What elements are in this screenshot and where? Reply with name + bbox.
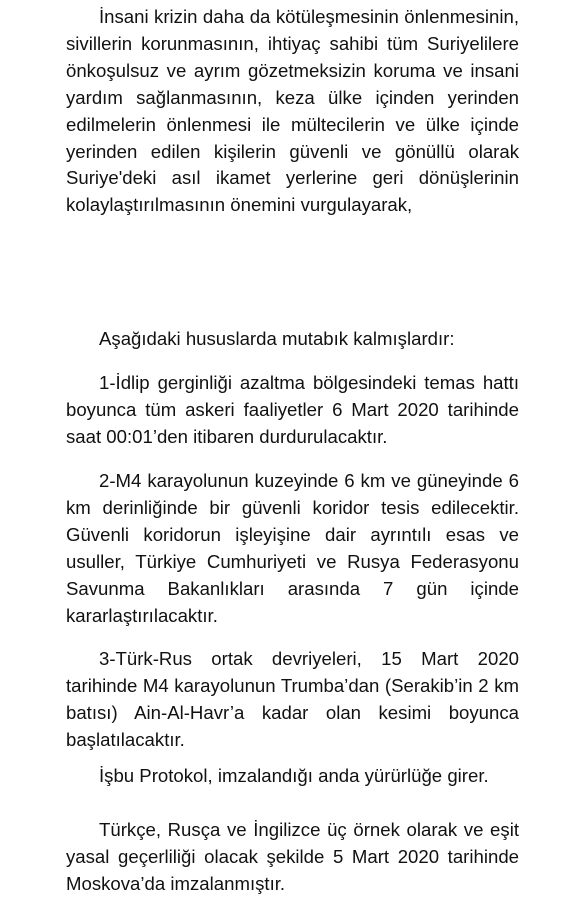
paragraph-article-1: 1-İdlip gerginliği azaltma bölgesindeki temas hattı boyunca tüm askeri faaliyetler 6 Mart 2020 tarihinde saat 00:01’den itibaren durdurulacaktır. [66, 372, 519, 447]
paragraph-article-2: 2-M4 karayolunun kuzeyinde 6 km ve güneyinde 6 km derinliğinde bir güvenli koridor tesis edilecektir. Güvenli koridorun işleyişine dair ayrıntılı esas ve usuller, Türkiye Cumhuriyeti ve Rusya Federasyonu Savunma Bakanlıkları arasında 7 gün içinde kararlaştırılacaktır. [66, 470, 519, 626]
paragraph-entry-into-force: İşbu Protokol, imzalandığı anda yürürlüğe girer. [99, 765, 489, 786]
paragraph-signature-clause: Türkçe, Rusça ve İngilizce üç örnek olarak ve eşit yasal geçerliliği olacak şekilde 5 Mart 2020 tarihinde Moskova’da imzalanmıştır. [66, 819, 519, 894]
paragraph-preamble: İnsani krizin daha da kötüleşmesinin önlenmesinin, sivillerin korunmasının, ihtiyaç sahibi tüm Suriyelilere önkoşulsuz ve ayrım gözetmeksizin koruma ve insani yardım sağlanmasının, keza ülke içinden yerinden edilmelerin önlenmesi ile mültecilerin ve ülke içinde yerinden edilen kişilerin güvenli ve gönüllü olarak Suriye'deki asıl ikamet yerlerine geri dönüşlerinin kolaylaştırılmasının önemini vurgulayarak, [66, 6, 519, 216]
paragraph-agreement-intro: Aşağıdaki hususlarda mutabık kalmışlardır: [99, 328, 455, 349]
paragraph-article-3: 3-Türk-Rus ortak devriyeleri, 15 Mart 2020 tarihinde M4 karayolunun Trumba’dan (Serakib’in 2 km batısı) Ain-Al-Havr’a kadar olan kesimi boyunca başlatılacaktır. [66, 648, 519, 750]
